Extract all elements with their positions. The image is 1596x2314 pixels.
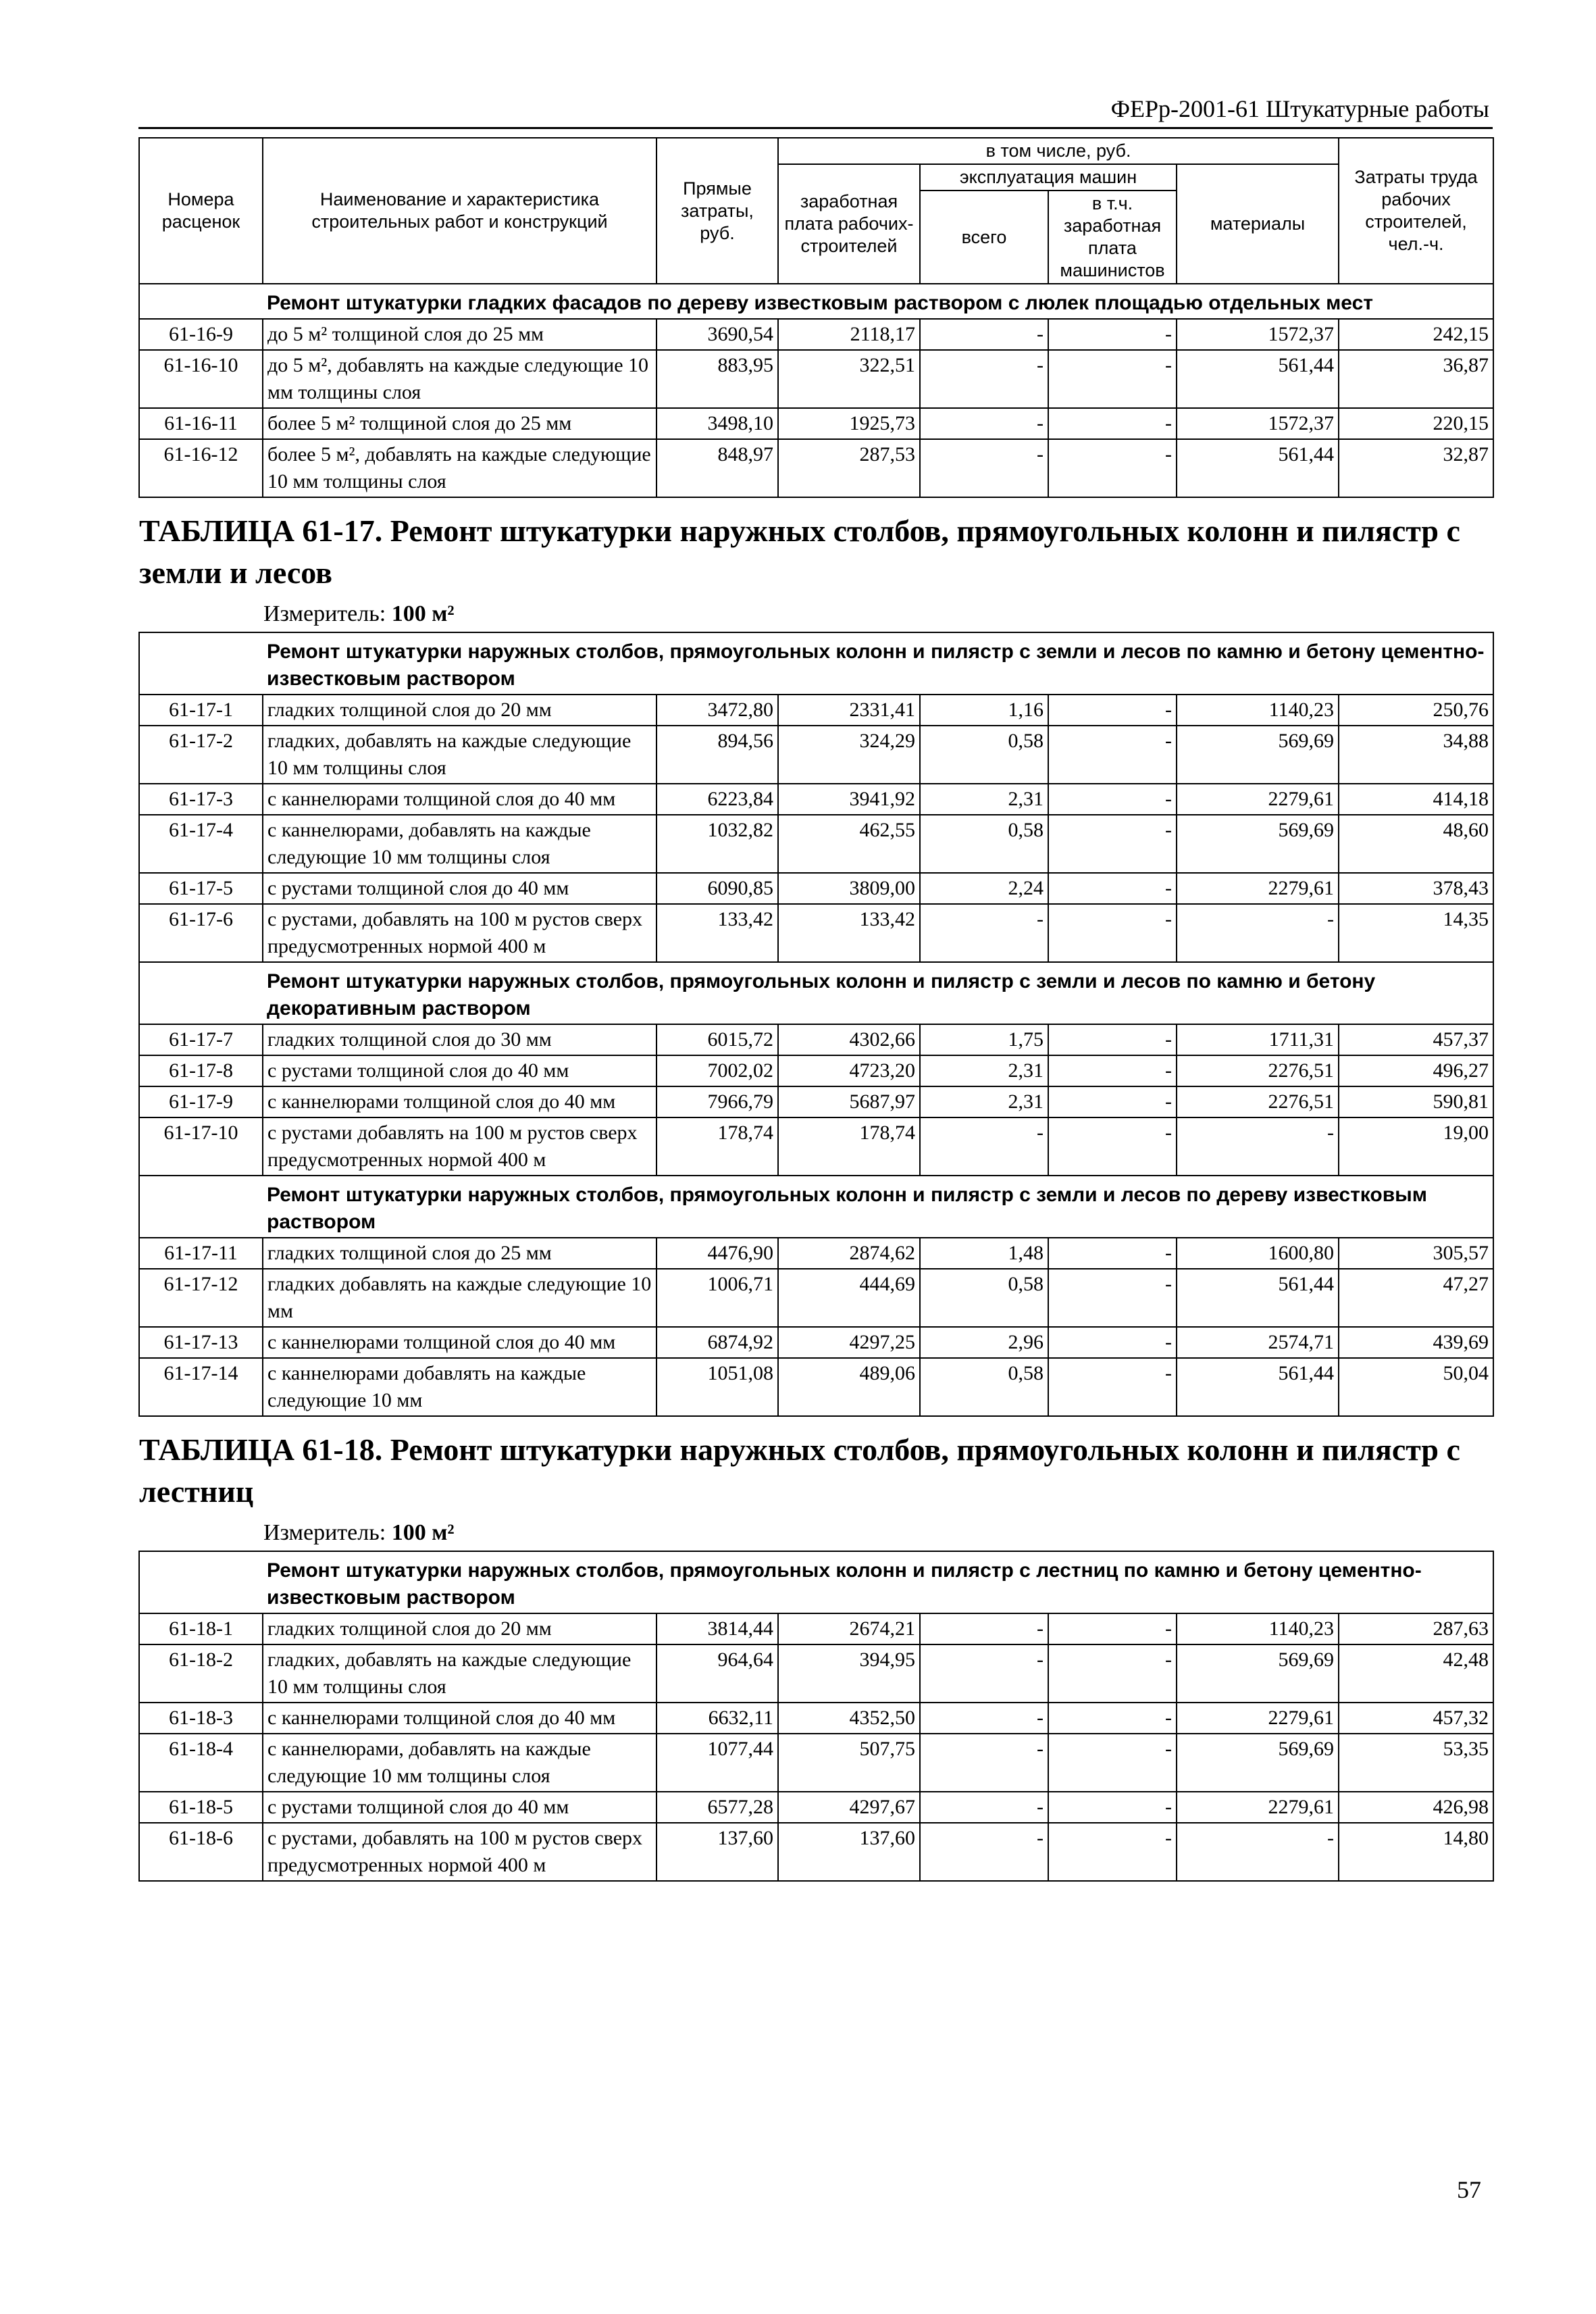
table-title-line bbox=[139, 1429, 1493, 1513]
labor-cost: 250,76 bbox=[1339, 695, 1493, 726]
table-row bbox=[139, 1644, 1493, 1703]
work-name: с каннелюрами, добавлять на каждые следующие 10 мм толщины слоя bbox=[263, 1734, 657, 1792]
machinists-wages: - bbox=[1048, 1703, 1177, 1734]
work-name: до 5 м² толщиной слоя до 25 мм bbox=[263, 319, 657, 350]
machines-total: - bbox=[920, 1117, 1048, 1176]
labor-cost: 19,00 bbox=[1339, 1117, 1493, 1176]
section-heading: Ремонт штукатурки наружных столбов, прямоугольных колонн и пилястр с лестниц по камню и бетону цементно-известковым раствором bbox=[263, 1551, 1493, 1613]
section-heading-spacer bbox=[139, 1176, 263, 1238]
table-title bbox=[139, 497, 1493, 632]
machines-total: 2,31 bbox=[920, 784, 1048, 815]
direct-costs: 3690,54 bbox=[657, 319, 778, 350]
table-row bbox=[139, 1703, 1493, 1734]
work-name: гладких толщиной слоя до 30 мм bbox=[263, 1024, 657, 1055]
labor-cost: 496,27 bbox=[1339, 1055, 1493, 1086]
wages: 394,95 bbox=[778, 1644, 920, 1703]
machines-total: - bbox=[920, 319, 1048, 350]
work-name: гладких толщиной слоя до 20 мм bbox=[263, 1613, 657, 1644]
page-number: 57 bbox=[1457, 2176, 1481, 2203]
table-body bbox=[139, 138, 1493, 1881]
rate-code: 61-17-9 bbox=[139, 1086, 263, 1117]
machines-total: - bbox=[920, 1703, 1048, 1734]
machines-total: - bbox=[920, 1823, 1048, 1881]
col-header-machinists-wages: в т.ч. заработная плата машинистов bbox=[1048, 191, 1177, 284]
labor-cost: 426,98 bbox=[1339, 1792, 1493, 1823]
wages: 324,29 bbox=[778, 726, 920, 784]
machinists-wages: - bbox=[1048, 815, 1177, 873]
col-header-name: Наименование и характеристика строительных работ и конструкций bbox=[263, 138, 657, 284]
labor-cost: 14,80 bbox=[1339, 1823, 1493, 1881]
wages: 4297,67 bbox=[778, 1792, 920, 1823]
wages: 4297,25 bbox=[778, 1327, 920, 1358]
machinists-wages: - bbox=[1048, 1734, 1177, 1792]
materials: 561,44 bbox=[1177, 1269, 1339, 1327]
work-name: гладких, добавлять на каждые следующие 10 мм толщины слоя bbox=[263, 1644, 657, 1703]
work-name: с каннелюрами толщиной слоя до 40 мм bbox=[263, 1703, 657, 1734]
machinists-wages: - bbox=[1048, 1823, 1177, 1881]
table-number: ТАБЛИЦА 61-17. bbox=[139, 513, 383, 548]
rate-code: 61-17-6 bbox=[139, 904, 263, 962]
rate-code: 61-18-6 bbox=[139, 1823, 263, 1881]
labor-cost: 305,57 bbox=[1339, 1238, 1493, 1269]
materials: 2276,51 bbox=[1177, 1086, 1339, 1117]
machinists-wages: - bbox=[1048, 1792, 1177, 1823]
work-name: с рустами, добавлять на 100 м рустов сверх предусмотренных нормой 400 м bbox=[263, 1823, 657, 1881]
machinists-wages: - bbox=[1048, 439, 1177, 497]
table-row bbox=[139, 904, 1493, 962]
machines-total: 0,58 bbox=[920, 1269, 1048, 1327]
wages: 3809,00 bbox=[778, 873, 920, 904]
section-heading: Ремонт штукатурки наружных столбов, прямоугольных колонн и пилястр с земли и лесов по камню и бетону цементно-известковым раствором bbox=[263, 632, 1493, 695]
materials: - bbox=[1177, 1117, 1339, 1176]
work-name: с каннелюрами толщиной слоя до 40 мм bbox=[263, 1086, 657, 1117]
materials: 561,44 bbox=[1177, 1358, 1339, 1416]
section-heading-row bbox=[139, 962, 1493, 1024]
table-row bbox=[139, 1117, 1493, 1176]
work-name: с рустами толщиной слоя до 40 мм bbox=[263, 873, 657, 904]
machinists-wages: - bbox=[1048, 1644, 1177, 1703]
machines-total: 1,48 bbox=[920, 1238, 1048, 1269]
rate-code: 61-17-1 bbox=[139, 695, 263, 726]
materials: 2279,61 bbox=[1177, 784, 1339, 815]
machines-total: 0,58 bbox=[920, 726, 1048, 784]
table-row bbox=[139, 873, 1493, 904]
work-name: гладких толщиной слоя до 25 мм bbox=[263, 1238, 657, 1269]
rate-code: 61-17-2 bbox=[139, 726, 263, 784]
materials: 1600,80 bbox=[1177, 1238, 1339, 1269]
rate-code: 61-17-12 bbox=[139, 1269, 263, 1327]
section-heading-spacer bbox=[139, 284, 263, 319]
rate-code: 61-17-13 bbox=[139, 1327, 263, 1358]
machines-total: 1,75 bbox=[920, 1024, 1048, 1055]
work-name: с каннелюрами, добавлять на каждые следующие 10 мм толщины слоя bbox=[263, 815, 657, 873]
col-header-direct: Прямые затраты, руб. bbox=[657, 138, 778, 284]
machines-total: - bbox=[920, 408, 1048, 439]
table-title-row bbox=[139, 497, 1493, 632]
wages: 322,51 bbox=[778, 350, 920, 408]
machinists-wages: - bbox=[1048, 904, 1177, 962]
wages: 1925,73 bbox=[778, 408, 920, 439]
wages: 507,75 bbox=[778, 1734, 920, 1792]
section-heading-spacer bbox=[139, 962, 263, 1024]
wages: 4723,20 bbox=[778, 1055, 920, 1086]
machinists-wages: - bbox=[1048, 1117, 1177, 1176]
labor-cost: 53,35 bbox=[1339, 1734, 1493, 1792]
work-name: с каннелюрами толщиной слоя до 40 мм bbox=[263, 1327, 657, 1358]
work-name: с рустами добавлять на 100 м рустов сверх предусмотренных нормой 400 м bbox=[263, 1117, 657, 1176]
direct-costs: 133,42 bbox=[657, 904, 778, 962]
materials: 569,69 bbox=[1177, 815, 1339, 873]
machines-total: - bbox=[920, 1734, 1048, 1792]
work-name: до 5 м², добавлять на каждые следующие 10 мм толщины слоя bbox=[263, 350, 657, 408]
wages: 2674,21 bbox=[778, 1613, 920, 1644]
machines-total: - bbox=[920, 1644, 1048, 1703]
rate-code: 61-17-3 bbox=[139, 784, 263, 815]
table-row bbox=[139, 319, 1493, 350]
section-heading: Ремонт штукатурки гладких фасадов по дереву известковым раствором с люлек площадью отдельных мест bbox=[263, 284, 1493, 319]
materials: 569,69 bbox=[1177, 726, 1339, 784]
wages: 462,55 bbox=[778, 815, 920, 873]
wages: 287,53 bbox=[778, 439, 920, 497]
wages: 444,69 bbox=[778, 1269, 920, 1327]
materials: - bbox=[1177, 1823, 1339, 1881]
direct-costs: 6577,28 bbox=[657, 1792, 778, 1823]
table-row bbox=[139, 1358, 1493, 1416]
labor-cost: 32,87 bbox=[1339, 439, 1493, 497]
table-title-row bbox=[139, 1416, 1493, 1551]
labor-cost: 14,35 bbox=[1339, 904, 1493, 962]
col-header-wages: заработная плата рабочих-строителей bbox=[778, 164, 920, 284]
direct-costs: 6015,72 bbox=[657, 1024, 778, 1055]
direct-costs: 178,74 bbox=[657, 1117, 778, 1176]
machines-total: 2,31 bbox=[920, 1055, 1048, 1086]
meter-value: 100 м² bbox=[391, 601, 455, 626]
machines-total: 1,16 bbox=[920, 695, 1048, 726]
section-heading: Ремонт штукатурки наружных столбов, прямоугольных колонн и пилястр с земли и лесов по дереву известковым раствором bbox=[263, 1176, 1493, 1238]
labor-cost: 590,81 bbox=[1339, 1086, 1493, 1117]
labor-cost: 220,15 bbox=[1339, 408, 1493, 439]
materials: 2279,61 bbox=[1177, 1792, 1339, 1823]
rate-code: 61-16-10 bbox=[139, 350, 263, 408]
machines-total: 2,96 bbox=[920, 1327, 1048, 1358]
meter-value: 100 м² bbox=[391, 1520, 455, 1545]
section-heading: Ремонт штукатурки наружных столбов, прямоугольных колонн и пилястр с земли и лесов по камню и бетону декоративным раствором bbox=[263, 962, 1493, 1024]
rate-code: 61-16-11 bbox=[139, 408, 263, 439]
machinists-wages: - bbox=[1048, 1238, 1177, 1269]
direct-costs: 848,97 bbox=[657, 439, 778, 497]
section-heading-row bbox=[139, 284, 1493, 319]
wages: 5687,97 bbox=[778, 1086, 920, 1117]
wages: 2118,17 bbox=[778, 319, 920, 350]
direct-costs: 137,60 bbox=[657, 1823, 778, 1881]
materials: 1140,23 bbox=[1177, 1613, 1339, 1644]
machinists-wages: - bbox=[1048, 1086, 1177, 1117]
wages: 2874,62 bbox=[778, 1238, 920, 1269]
work-name: гладких добавлять на каждые следующие 10 мм bbox=[263, 1269, 657, 1327]
table-row bbox=[139, 726, 1493, 784]
machines-total: 0,58 bbox=[920, 1358, 1048, 1416]
rate-code: 61-17-5 bbox=[139, 873, 263, 904]
col-header-incl: в том числе, руб. bbox=[778, 138, 1339, 164]
work-name: с каннелюрами добавлять на каждые следующие 10 мм bbox=[263, 1358, 657, 1416]
wages: 133,42 bbox=[778, 904, 920, 962]
direct-costs: 1006,71 bbox=[657, 1269, 778, 1327]
materials: 1711,31 bbox=[1177, 1024, 1339, 1055]
section-heading-spacer bbox=[139, 632, 263, 695]
rate-code: 61-16-9 bbox=[139, 319, 263, 350]
header-row-1 bbox=[139, 138, 1493, 164]
machines-total: - bbox=[920, 1613, 1048, 1644]
col-header-machines: эксплуатация машин bbox=[920, 164, 1177, 191]
col-header-code: Номера расценок bbox=[139, 138, 263, 284]
machinists-wages: - bbox=[1048, 1613, 1177, 1644]
machines-total: 2,31 bbox=[920, 1086, 1048, 1117]
table-row bbox=[139, 784, 1493, 815]
rate-code: 61-17-8 bbox=[139, 1055, 263, 1086]
labor-cost: 378,43 bbox=[1339, 873, 1493, 904]
direct-costs: 6632,11 bbox=[657, 1703, 778, 1734]
rate-code: 61-18-3 bbox=[139, 1703, 263, 1734]
materials: - bbox=[1177, 904, 1339, 962]
header-rule bbox=[138, 127, 1493, 129]
labor-cost: 36,87 bbox=[1339, 350, 1493, 408]
section-heading-row bbox=[139, 1176, 1493, 1238]
machines-total: - bbox=[920, 350, 1048, 408]
table-row bbox=[139, 1238, 1493, 1269]
machinists-wages: - bbox=[1048, 1055, 1177, 1086]
rate-code: 61-18-2 bbox=[139, 1644, 263, 1703]
table-row bbox=[139, 815, 1493, 873]
table-row bbox=[139, 1269, 1493, 1327]
labor-cost: 242,15 bbox=[1339, 319, 1493, 350]
machinists-wages: - bbox=[1048, 873, 1177, 904]
rate-code: 61-17-7 bbox=[139, 1024, 263, 1055]
table-row bbox=[139, 1024, 1493, 1055]
direct-costs: 7002,02 bbox=[657, 1055, 778, 1086]
machines-total: - bbox=[920, 439, 1048, 497]
machinists-wages: - bbox=[1048, 408, 1177, 439]
direct-costs: 6090,85 bbox=[657, 873, 778, 904]
wages: 4302,66 bbox=[778, 1024, 920, 1055]
work-name: с рустами, добавлять на 100 м рустов сверх предусмотренных нормой 400 м bbox=[263, 904, 657, 962]
table-row bbox=[139, 408, 1493, 439]
meter bbox=[139, 601, 1493, 628]
wages: 4352,50 bbox=[778, 1703, 920, 1734]
table-title bbox=[139, 1416, 1493, 1551]
direct-costs: 3472,80 bbox=[657, 695, 778, 726]
rate-code: 61-18-1 bbox=[139, 1613, 263, 1644]
table-row bbox=[139, 695, 1493, 726]
machinists-wages: - bbox=[1048, 695, 1177, 726]
materials: 561,44 bbox=[1177, 439, 1339, 497]
rates-table bbox=[138, 137, 1494, 1882]
labor-cost: 287,63 bbox=[1339, 1613, 1493, 1644]
machines-total: 0,58 bbox=[920, 815, 1048, 873]
wages: 3941,92 bbox=[778, 784, 920, 815]
section-heading-row bbox=[139, 1551, 1493, 1613]
machinists-wages: - bbox=[1048, 350, 1177, 408]
rate-code: 61-18-4 bbox=[139, 1734, 263, 1792]
direct-costs: 6223,84 bbox=[657, 784, 778, 815]
direct-costs: 3498,10 bbox=[657, 408, 778, 439]
table-row bbox=[139, 1792, 1493, 1823]
work-name: с рустами толщиной слоя до 40 мм bbox=[263, 1792, 657, 1823]
work-name: с рустами толщиной слоя до 40 мм bbox=[263, 1055, 657, 1086]
rate-code: 61-18-5 bbox=[139, 1792, 263, 1823]
labor-cost: 48,60 bbox=[1339, 815, 1493, 873]
table-number: ТАБЛИЦА 61-18. bbox=[139, 1432, 383, 1467]
table-title-line bbox=[139, 510, 1493, 594]
col-header-machines-total: всего bbox=[920, 191, 1048, 284]
materials: 2574,71 bbox=[1177, 1327, 1339, 1358]
meter-label: Измеритель: bbox=[263, 601, 386, 626]
running-title: ФЕРр-2001-61 Штукатурные работы bbox=[1110, 95, 1489, 122]
table-row bbox=[139, 1613, 1493, 1644]
labor-cost: 34,88 bbox=[1339, 726, 1493, 784]
direct-costs: 1077,44 bbox=[657, 1734, 778, 1792]
direct-costs: 1032,82 bbox=[657, 815, 778, 873]
work-name: гладких толщиной слоя до 20 мм bbox=[263, 695, 657, 726]
labor-cost: 47,27 bbox=[1339, 1269, 1493, 1327]
machinists-wages: - bbox=[1048, 1358, 1177, 1416]
table-row bbox=[139, 350, 1493, 408]
col-header-materials: материалы bbox=[1177, 164, 1339, 284]
table-row bbox=[139, 1327, 1493, 1358]
materials: 569,69 bbox=[1177, 1734, 1339, 1792]
wages: 137,60 bbox=[778, 1823, 920, 1881]
materials: 2276,51 bbox=[1177, 1055, 1339, 1086]
materials: 1572,37 bbox=[1177, 408, 1339, 439]
labor-cost: 439,69 bbox=[1339, 1327, 1493, 1358]
direct-costs: 964,64 bbox=[657, 1644, 778, 1703]
section-heading-spacer bbox=[139, 1551, 263, 1613]
machines-total: - bbox=[920, 1792, 1048, 1823]
meter bbox=[139, 1519, 1493, 1546]
materials: 1572,37 bbox=[1177, 319, 1339, 350]
rate-code: 61-17-4 bbox=[139, 815, 263, 873]
table-row bbox=[139, 1823, 1493, 1881]
materials: 1140,23 bbox=[1177, 695, 1339, 726]
direct-costs: 883,95 bbox=[657, 350, 778, 408]
work-name: гладких, добавлять на каждые следующие 10 мм толщины слоя bbox=[263, 726, 657, 784]
machines-total: - bbox=[920, 904, 1048, 962]
direct-costs: 3814,44 bbox=[657, 1613, 778, 1644]
table-name: Ремонт штукатурки наружных столбов, прямоугольных колонн и пилястр с лестниц bbox=[139, 1432, 1460, 1509]
col-header-labor: Затраты труда рабочих строителей, чел.-ч. bbox=[1339, 138, 1493, 284]
work-name: более 5 м², добавлять на каждые следующие 10 мм толщины слоя bbox=[263, 439, 657, 497]
direct-costs: 7966,79 bbox=[657, 1086, 778, 1117]
wages: 2331,41 bbox=[778, 695, 920, 726]
machinists-wages: - bbox=[1048, 784, 1177, 815]
machinists-wages: - bbox=[1048, 726, 1177, 784]
direct-costs: 6874,92 bbox=[657, 1327, 778, 1358]
labor-cost: 457,37 bbox=[1339, 1024, 1493, 1055]
rate-code: 61-17-14 bbox=[139, 1358, 263, 1416]
materials: 2279,61 bbox=[1177, 1703, 1339, 1734]
direct-costs: 894,56 bbox=[657, 726, 778, 784]
section-heading-row bbox=[139, 632, 1493, 695]
wages: 178,74 bbox=[778, 1117, 920, 1176]
labor-cost: 42,48 bbox=[1339, 1644, 1493, 1703]
rate-code: 61-17-10 bbox=[139, 1117, 263, 1176]
machinists-wages: - bbox=[1048, 1269, 1177, 1327]
table-row bbox=[139, 1055, 1493, 1086]
machinists-wages: - bbox=[1048, 319, 1177, 350]
rate-code: 61-17-11 bbox=[139, 1238, 263, 1269]
machinists-wages: - bbox=[1048, 1327, 1177, 1358]
wages: 489,06 bbox=[778, 1358, 920, 1416]
labor-cost: 414,18 bbox=[1339, 784, 1493, 815]
table-row bbox=[139, 439, 1493, 497]
rate-code: 61-16-12 bbox=[139, 439, 263, 497]
materials: 569,69 bbox=[1177, 1644, 1339, 1703]
machines-total: 2,24 bbox=[920, 873, 1048, 904]
direct-costs: 4476,90 bbox=[657, 1238, 778, 1269]
labor-cost: 457,32 bbox=[1339, 1703, 1493, 1734]
materials: 2279,61 bbox=[1177, 873, 1339, 904]
table-row bbox=[139, 1734, 1493, 1792]
table-row bbox=[139, 1086, 1493, 1117]
materials: 561,44 bbox=[1177, 350, 1339, 408]
work-name: более 5 м² толщиной слоя до 25 мм bbox=[263, 408, 657, 439]
work-name: с каннелюрами толщиной слоя до 40 мм bbox=[263, 784, 657, 815]
machinists-wages: - bbox=[1048, 1024, 1177, 1055]
direct-costs: 1051,08 bbox=[657, 1358, 778, 1416]
meter-label: Измеритель: bbox=[263, 1520, 386, 1545]
table-name: Ремонт штукатурки наружных столбов, прямоугольных колонн и пилястр с земли и лесов bbox=[139, 513, 1460, 590]
labor-cost: 50,04 bbox=[1339, 1358, 1493, 1416]
